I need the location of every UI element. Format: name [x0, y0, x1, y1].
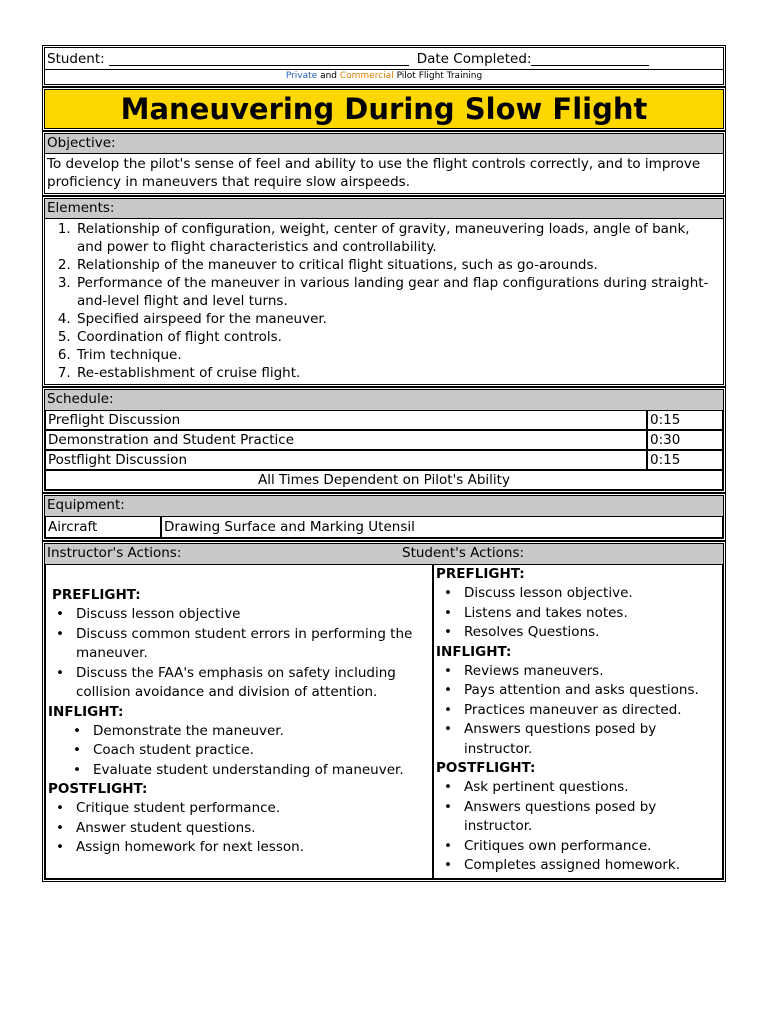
instructor-preflight-list [48, 605, 430, 703]
table-row [45, 450, 723, 470]
list-item: 7. Re-establishment of cruise flight. [75, 364, 719, 382]
instructor-inflight-list [48, 722, 430, 781]
student-inflight-list [436, 662, 720, 760]
subtitle-rest: Pilot Flight Training [393, 71, 483, 81]
list-item: • Ask pertinent questions. [436, 778, 720, 798]
equipment-row [45, 516, 723, 538]
equipment-item: Aircraft [45, 516, 161, 538]
training-subtitle [45, 69, 723, 84]
list-item: 6. Trim technique. [75, 346, 719, 364]
header-box [44, 47, 724, 85]
list-item: • Listens and takes notes. [436, 604, 720, 624]
list-item: • Answers questions posed by instructor. [436, 798, 720, 837]
date-label: Date Completed: [416, 50, 532, 67]
list-item: • Discuss lesson objective [48, 605, 430, 625]
schedule-item-name: Demonstration and Student Practice [45, 430, 647, 450]
schedule-section [44, 389, 724, 491]
date-line [531, 52, 649, 66]
student-postflight-list [436, 778, 720, 876]
list-item: • Assign homework for next lesson. [48, 838, 430, 858]
elements-list [45, 219, 723, 384]
objective-section [44, 133, 724, 194]
student-row [45, 48, 723, 69]
student-postflight-label: POSTFLIGHT: [436, 760, 536, 776]
objective-text: To develop the pilot's sense of feel and ability to use the flight controls correctly, and to improve proficiency in maneuvers that require slow airspeeds. [47, 156, 701, 190]
instructor-postflight-list [48, 799, 430, 858]
schedule-heading: Schedule: [45, 390, 723, 410]
objective-heading: Objective: [45, 134, 723, 154]
actions-columns [45, 564, 723, 879]
list-item: • Coach student practice. [48, 741, 430, 761]
list-item: • Resolves Questions. [436, 623, 720, 643]
instructor-inflight-label: INFLIGHT: [48, 703, 124, 720]
list-item: • Discuss lesson objective. [436, 584, 720, 604]
list-item: • Critique student performance. [48, 799, 430, 819]
list-item: • Pays attention and asks questions. [436, 681, 720, 701]
schedule-item-time: 0:15 [647, 450, 723, 470]
subtitle-private: Private [285, 71, 318, 81]
instructor-preflight-label: PREFLIGHT: [52, 587, 141, 603]
equipment-item: Drawing Surface and Marking Utensil [161, 516, 723, 538]
actions-section [44, 543, 724, 880]
table-row [45, 410, 723, 430]
page-title: Maneuvering During Slow Flight [44, 89, 724, 129]
schedule-item-name: Postflight Discussion [45, 450, 647, 470]
list-item: 4. Specified airspeed for the maneuver. [75, 310, 719, 328]
list-item: • Discuss common student errors in performing the maneuver. [48, 625, 430, 664]
student-preflight-label: PREFLIGHT: [436, 566, 525, 582]
student-label: Student: [47, 50, 105, 67]
list-item: 3. Performance of the maneuver in various landing gear and flap configurations during straight-and-level flight and level turns. [75, 274, 719, 310]
subtitle-commercial: Commercial [339, 71, 394, 81]
elements-section [44, 198, 724, 385]
schedule-item-name: Preflight Discussion [45, 410, 647, 430]
subtitle-and: and [317, 71, 340, 81]
actions-heading [45, 544, 723, 564]
equipment-heading: Equipment: [45, 496, 723, 516]
instructor-actions [45, 564, 433, 879]
student-inflight-label: INFLIGHT: [436, 643, 512, 660]
table-row [45, 430, 723, 450]
list-item: • Answers questions posed by instructor. [436, 720, 720, 759]
schedule-item-time: 0:15 [647, 410, 723, 430]
equipment-section [44, 495, 724, 539]
elements-heading: Elements: [45, 199, 723, 219]
student-actions-heading: Student's Actions: [402, 545, 525, 561]
list-item: • Critiques own performance. [436, 837, 720, 857]
lesson-sheet [44, 47, 724, 880]
list-item: • Reviews maneuvers. [436, 662, 720, 682]
list-item: 2. Relationship of the maneuver to critical flight situations, such as go-arounds. [75, 256, 719, 274]
list-item: • Demonstrate the maneuver. [48, 722, 430, 742]
list-item: • Answer student questions. [48, 819, 430, 839]
student-preflight-list [436, 584, 720, 643]
instructor-postflight-label: POSTFLIGHT: [48, 781, 148, 797]
list-item: • Discuss the FAA's emphasis on safety including collision avoidance and division of attention. [48, 664, 430, 703]
list-item: • Evaluate student understanding of maneuver. [48, 761, 430, 781]
instructor-actions-heading: Instructor's Actions: [47, 545, 182, 561]
list-item: 1. Relationship of configuration, weight, center of gravity, maneuvering loads, angle of bank, and power to flight characteristics and controllability. [75, 220, 719, 256]
schedule-item-time: 0:30 [647, 430, 723, 450]
list-item: • Practices maneuver as directed. [436, 701, 720, 721]
student-actions [433, 564, 723, 879]
list-item: 5. Coordination of flight controls. [75, 328, 719, 346]
schedule-note: All Times Dependent on Pilot's Ability [45, 470, 723, 490]
student-name-line [109, 52, 409, 66]
list-item: • Completes assigned homework. [436, 856, 720, 876]
